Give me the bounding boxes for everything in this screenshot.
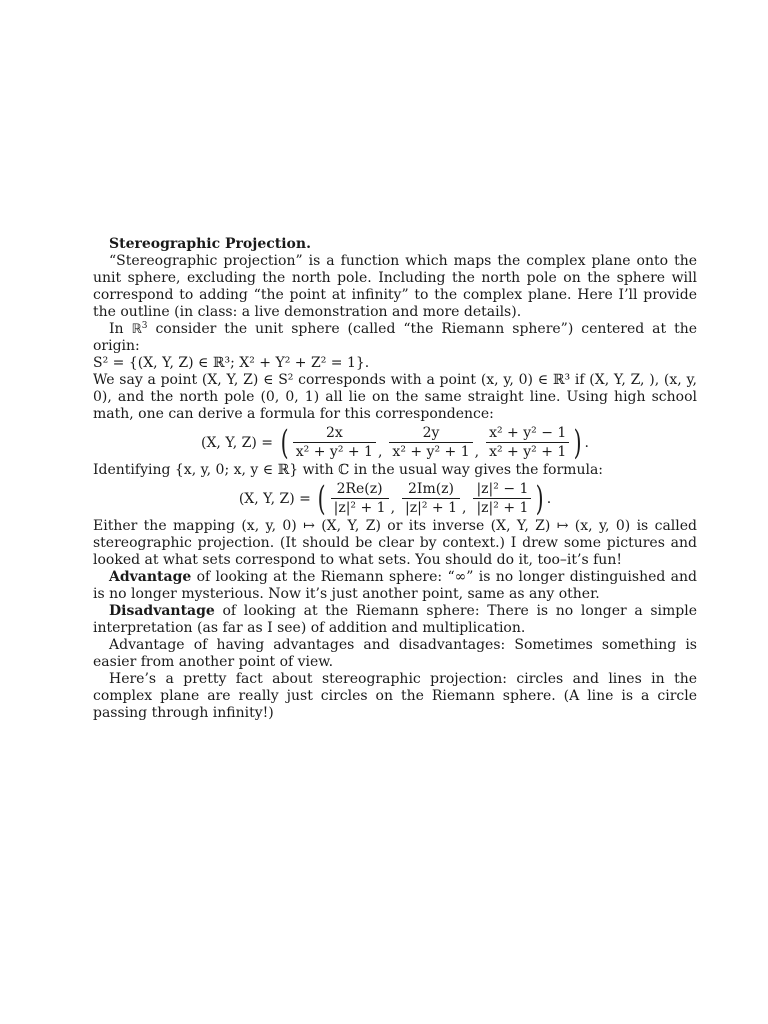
- disadvantage-label: Disadvantage: [109, 603, 215, 619]
- p2-superscript: 3: [141, 321, 148, 331]
- denominator: x² + y² + 1: [293, 442, 376, 460]
- formula-lhs: (X, Y, Z) =: [238, 490, 316, 507]
- section-title: Stereographic Projection.: [109, 236, 311, 252]
- comma-separator: ,: [474, 444, 480, 460]
- comma-separator: ,: [462, 500, 467, 516]
- formula-end: .: [546, 490, 552, 507]
- p2-pre: In: [109, 321, 132, 337]
- formula-lhs: (X, Y, Z) =: [201, 434, 278, 451]
- projection-formula-z: [93, 478, 697, 519]
- fraction: [486, 425, 569, 460]
- disadvantage-text: of looking at the Riemann sphere: There is no longer a simple interpretation (as far as I see) of addition and multiplication.: [93, 603, 697, 636]
- formula-end: .: [584, 434, 589, 451]
- numerator: 2y: [422, 425, 440, 441]
- projection-formula-xy: [93, 422, 697, 463]
- advantage-label: Advantage: [109, 569, 192, 585]
- numerator: |z|² − 1: [476, 481, 529, 497]
- comma-separator: ,: [377, 444, 383, 460]
- fraction: [473, 481, 531, 516]
- fraction: [402, 481, 460, 516]
- denominator: |z|² + 1: [331, 498, 389, 516]
- mapping-paragraph: Either the mapping (x, y, 0) ↦ (X, Y, Z) or its inverse (X, Y, Z) ↦ (x, y, 0) is called stereographic projection. (It should be clear by context.) I drew some pictures and looked at what sets correspond to what sets. You should do it, too–it’s fun!: [93, 518, 697, 568]
- left-paren: (: [280, 422, 289, 463]
- reals-symbol: ℝ: [131, 322, 142, 337]
- riemann-sphere-paragraph: [93, 321, 697, 355]
- comma-separator: ,: [390, 500, 396, 516]
- content-column: [93, 236, 697, 722]
- disadvantage-paragraph: [93, 603, 697, 637]
- intro-paragraph: “Stereographic projection” is a function which maps the complex plane onto the unit sphere, excluding the north pole. Including the north pole on the sphere will correspond to adding “the point at infinity” to the complex plane. Here I’ll provide the outline (in class: a live demonstration and more details).: [93, 253, 697, 320]
- denominator: |z|² + 1: [473, 498, 531, 516]
- advantage-paragraph: [93, 569, 697, 603]
- right-paren: ): [573, 422, 582, 463]
- correspondence-paragraph: We say a point (X, Y, Z) ∈ S² corresponds with a point (x, y, 0) ∈ ℝ³ if (X, Y, Z, ), (x, y, 0), and the north pole (0, 0, 1) all lie on the same straight line. Using high school math, one can derive a formula for this correspondence:: [93, 372, 697, 422]
- denominator: x² + y² + 1: [486, 442, 569, 460]
- fraction: [389, 425, 472, 460]
- fraction-row: [291, 425, 572, 460]
- identification-paragraph: Identifying {x, y, 0; x, y ∈ ℝ} with ℂ in the usual way gives the formula:: [93, 462, 604, 478]
- fraction: [331, 481, 389, 516]
- pretty-fact-paragraph: Here’s a pretty fact about stereographic projection: circles and lines in the complex plane are really just circles on the Riemann sphere. (A line is a circle passing through infinity!): [93, 671, 697, 721]
- numerator: x² + y² − 1: [489, 425, 567, 441]
- advantage-text: of looking at the Riemann sphere: “∞” is no longer distinguished and is no longer mysterious. Now it’s just another point, same as any other.: [93, 569, 697, 602]
- left-paren: (: [317, 478, 326, 519]
- meta-advantage-paragraph: Advantage of having advantages and disadvantages: Sometimes something is easier from another point of view.: [93, 637, 697, 670]
- numerator: 2x: [325, 425, 343, 441]
- p2-post: consider the unit sphere (called “the Riemann sphere”) centered at the origin:: [93, 321, 697, 354]
- numerator: 2Re(z): [336, 481, 383, 497]
- denominator: |z|² + 1: [402, 498, 460, 516]
- fraction-row: [329, 481, 534, 516]
- sphere-equation: S² = {(X, Y, Z) ∈ ℝ³; X² + Y² + Z² = 1}.: [93, 355, 370, 371]
- right-paren: ): [536, 478, 545, 519]
- fraction: [293, 425, 376, 460]
- denominator: x² + y² + 1: [389, 442, 472, 460]
- numerator: 2Im(z): [408, 481, 455, 497]
